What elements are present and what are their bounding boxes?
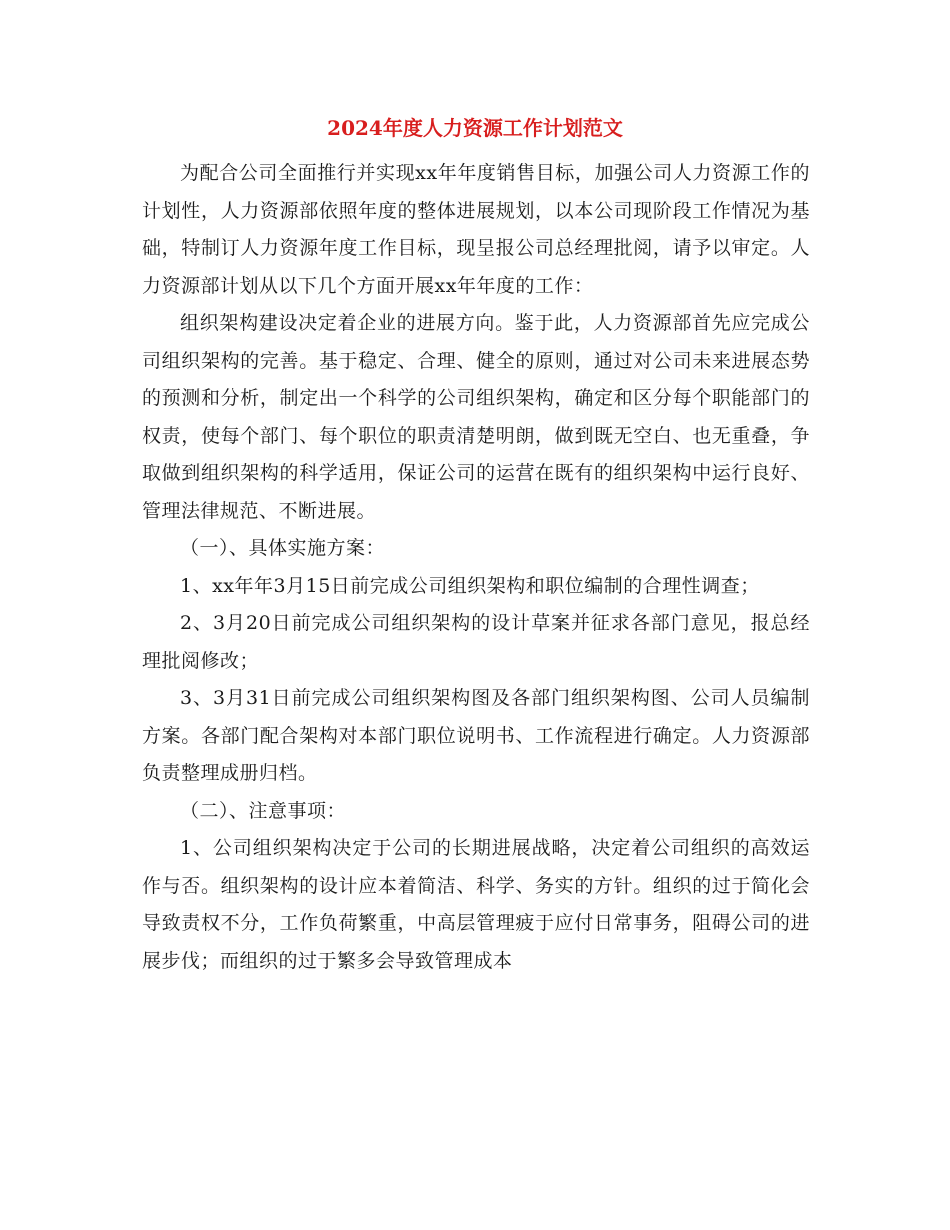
- section-heading-implementation: （一）、具体实施方案：: [180, 537, 386, 559]
- paragraph-org-structure: 组织架构建设决定着企业的进展方向。鉴于此，人力资源部首先应完成公司组织架构的完善。基于稳定、合理、健全的原则，通过对公司未来进展态势的预测和分析，制定出一个科学的公司组织架构，确定和区分每个职能部门的权责，使每个部门、每个职位的职责清楚明朗，做到既无空白、也无重叠，争取做到组织架构的科学适用，保证公司的运营在既有的组织架构中运行良好、管理法律规范、不断进展。: [142, 312, 810, 522]
- list-item-step-2: 2、3月20日前完成公司组织架构的设计草案并征求各部门意见，报总经理批阅修改；: [142, 612, 810, 672]
- document-title: 2024年度人力资源工作计划范文: [327, 116, 623, 140]
- list-item-note-1: 1、公司组织架构决定于公司的长期进展战略，决定着公司组织的高效运作与否。组织架构的设计应本着简洁、科学、务实的方针。组织的过于简化会导致责权不分，工作负荷繁重，中高层管理疲于应付日常事务，阻碍公司的进展步伐；而组织的过于繁多会导致管理成本: [142, 837, 810, 972]
- list-item-step-3: 3、3月31日前完成公司组织架构图及各部门组织架构图、公司人员编制方案。各部门配合架构对本部门职位说明书、工作流程进行确定。人力资源部负责整理成册归档。: [142, 687, 810, 784]
- document-body: [142, 155, 810, 980]
- list-item-step-1: 1、xx年年3月15日前完成公司组织架构和职位编制的合理性调查；: [180, 574, 760, 597]
- section-heading-notes: （二）、注意事项：: [180, 799, 347, 822]
- paragraph-intro: 为配合公司全面推行并实现xx年年度销售目标，加强公司人力资源工作的计划性，人力资源部依照年度的整体进展规划，以本公司现阶段工作情况为基础，特制订人力资源年度工作目标，现呈报公司总经理批阅，请予以审定。人力资源部计划从以下几个方面开展xx年年度的工作：: [142, 162, 810, 297]
